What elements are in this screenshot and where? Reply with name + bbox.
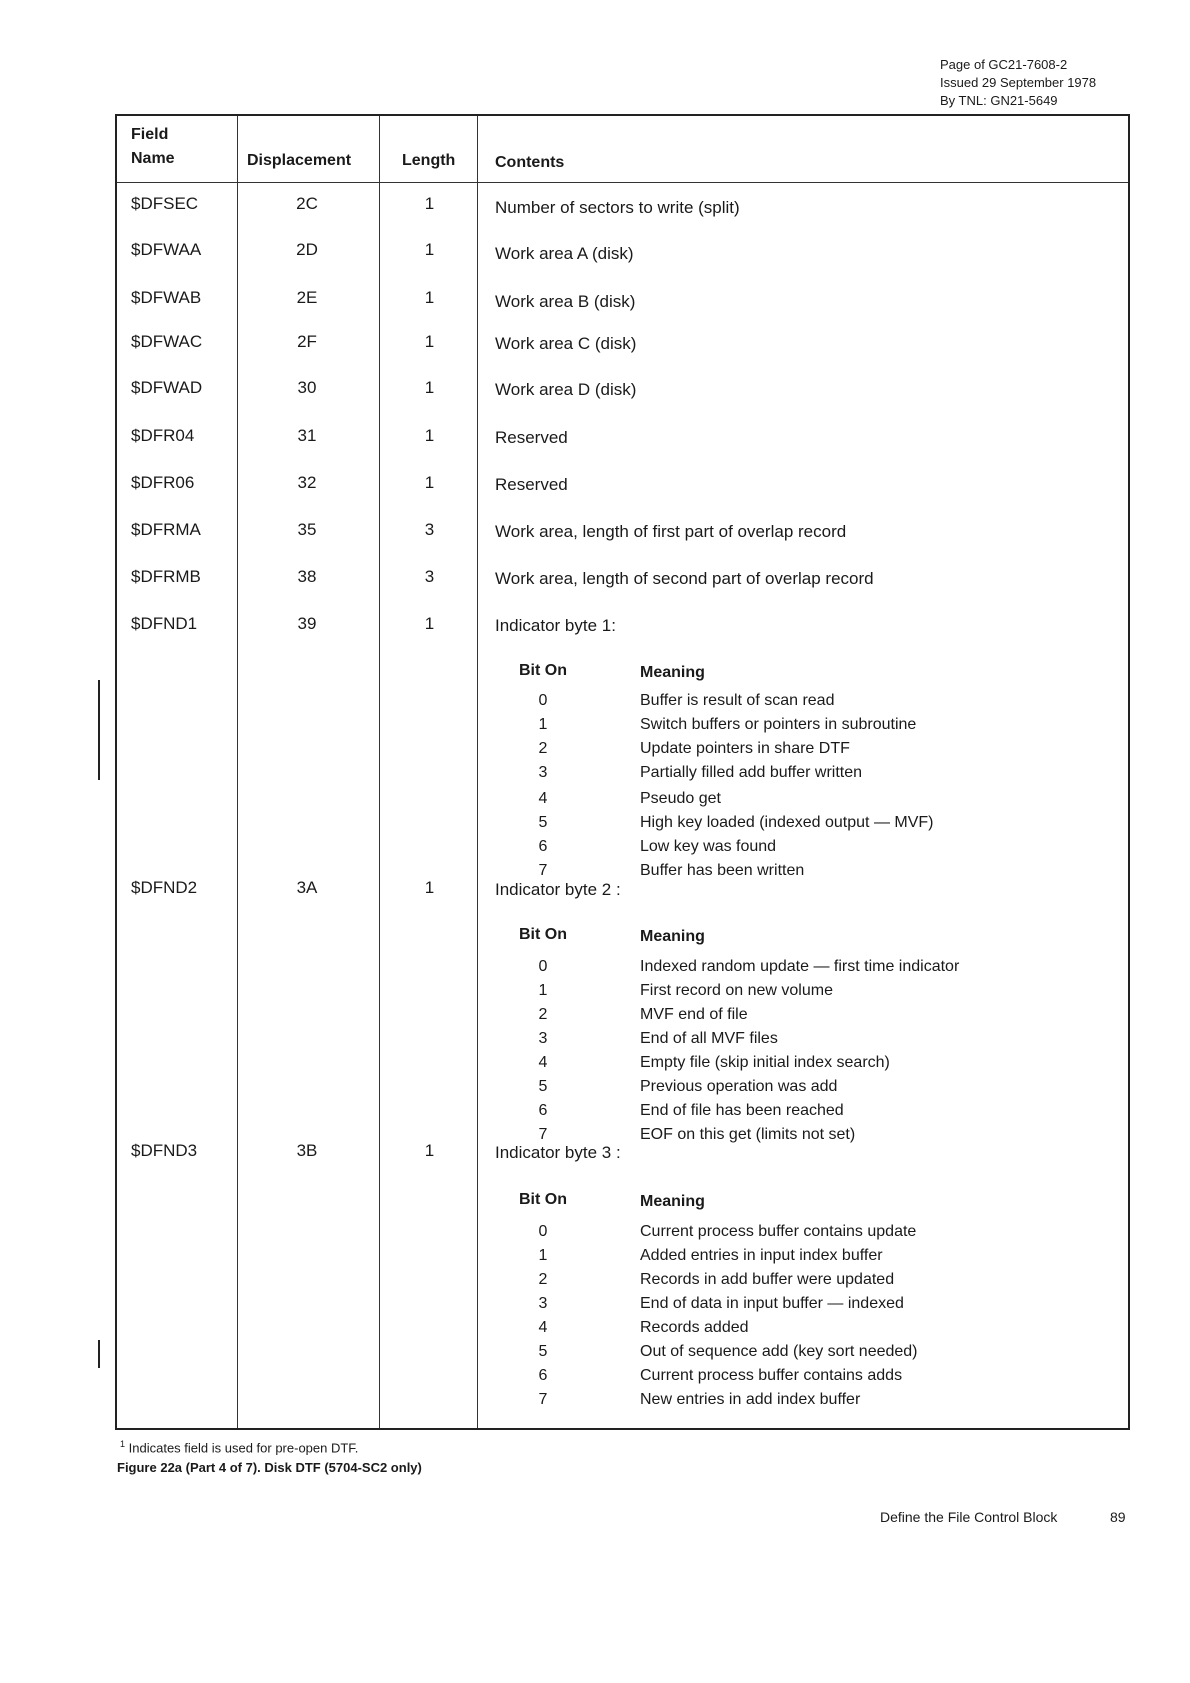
bit-number: 2: [538, 740, 548, 757]
contents: Work area D (disk): [495, 380, 637, 399]
bit-meaning: Current process buffer contains adds: [640, 1367, 903, 1384]
bit-number: 6: [538, 1102, 548, 1119]
displacement: 32: [297, 473, 317, 492]
bit-meaning: Switch buffers or pointers in subroutine: [640, 716, 917, 733]
column-header-contents: Contents: [495, 154, 565, 171]
bit-meaning: End of file has been reached: [640, 1102, 844, 1119]
field-name: $DFWAC: [131, 332, 203, 351]
table-row: [117, 878, 1128, 902]
page-header: [940, 56, 1096, 110]
bit-meaning: Current process buffer contains update: [640, 1223, 917, 1240]
field-name: $DFR04: [131, 426, 195, 445]
field-name: $DFWAA: [131, 240, 202, 259]
bit-number: 6: [538, 1367, 548, 1384]
bit-meaning: Added entries in input index buffer: [640, 1247, 883, 1264]
displacement: 2C: [296, 194, 318, 213]
bit-meaning: Partially filled add buffer written: [640, 764, 863, 781]
bit-number: 1: [538, 1247, 548, 1264]
bit-number: 5: [538, 1343, 548, 1360]
page-number: 89: [1110, 1509, 1126, 1525]
bit-number: 0: [538, 1223, 548, 1240]
length: 1: [424, 194, 435, 213]
column-divider: [379, 116, 380, 1428]
bit-number: 4: [538, 1319, 548, 1336]
bit-number: 7: [538, 1391, 548, 1408]
bit-number: 5: [538, 814, 548, 831]
displacement: 3A: [296, 878, 318, 897]
table-row: [117, 288, 1128, 312]
contents: Reserved: [495, 428, 568, 447]
bit-number: 0: [538, 692, 548, 709]
footnote-text: Indicates field is used for pre-open DTF.: [128, 1440, 359, 1456]
bit-number: 4: [538, 790, 548, 807]
length: 1: [424, 473, 435, 492]
bit-number: 6: [538, 838, 548, 855]
bit-number: 3: [538, 764, 548, 781]
change-bar: [98, 680, 100, 780]
column-header-displacement: Displacement: [247, 152, 352, 169]
displacement: 31: [297, 426, 317, 445]
displacement: 35: [297, 520, 317, 539]
length: 1: [424, 1141, 435, 1160]
bit-meaning: Indexed random update — first time indicator: [640, 958, 960, 975]
table-row: [117, 378, 1128, 402]
bit-number: 1: [538, 716, 548, 733]
field-name: $DFND2: [131, 878, 198, 897]
bit-meaning: Records added: [640, 1319, 749, 1336]
bit-number: 2: [538, 1006, 548, 1023]
table-row: [117, 520, 1128, 544]
bit-meaning: Pseudo get: [640, 790, 721, 807]
column-header-length: Length: [402, 152, 456, 169]
footer-title: Define the File Control Block: [880, 1509, 1058, 1525]
displacement: 39: [297, 614, 317, 633]
bit-meaning: Buffer is result of scan read: [640, 692, 835, 709]
bit-number: 7: [538, 862, 548, 879]
contents: Indicator byte 3 :: [495, 1143, 621, 1162]
footnote: [120, 1439, 358, 1455]
bit-meaning: MVF end of file: [640, 1006, 748, 1023]
contents: Work area B (disk): [495, 292, 636, 311]
bit-meaning: Out of sequence add (key sort needed): [640, 1343, 918, 1360]
meaning-header: Meaning: [640, 1193, 705, 1210]
column-divider: [477, 116, 478, 1428]
bit-number: 1: [538, 982, 548, 999]
bit-on-header: Bit On: [519, 926, 567, 943]
header-line-1: Page of GC21-7608-2: [940, 57, 1068, 72]
change-bar: [98, 1340, 100, 1368]
column-header-field: Field: [131, 126, 169, 143]
displacement: 2F: [297, 332, 317, 351]
table-row: [117, 614, 1128, 638]
header-divider: [117, 182, 1128, 183]
figure-caption: Figure 22a (Part 4 of 7). Disk DTF (5704-SC2 only): [117, 1460, 422, 1475]
bit-meaning: Low key was found: [640, 838, 777, 855]
bit-number: 0: [538, 958, 548, 975]
length: 1: [424, 288, 435, 307]
bit-meaning: Records in add buffer were updated: [640, 1271, 895, 1288]
field-name: $DFRMB: [131, 567, 201, 586]
field-table: [115, 114, 1130, 1430]
column-header-name: Name: [131, 150, 175, 167]
bit-meaning: Update pointers in share DTF: [640, 740, 850, 757]
length: 1: [424, 240, 435, 259]
table-row: [117, 473, 1128, 497]
meaning-header: Meaning: [640, 928, 705, 945]
bit-meaning: Previous operation was add: [640, 1078, 838, 1095]
length: 1: [424, 332, 435, 351]
displacement: 3B: [296, 1141, 318, 1160]
field-name: $DFSEC: [131, 194, 199, 213]
column-divider: [237, 116, 238, 1428]
field-name: $DFWAD: [131, 378, 203, 397]
header-line-2: Issued 29 September 1978: [940, 75, 1097, 90]
field-name: $DFND3: [131, 1141, 198, 1160]
displacement: 38: [297, 567, 317, 586]
displacement: 30: [297, 378, 317, 397]
bit-number: 5: [538, 1078, 548, 1095]
length: 1: [424, 378, 435, 397]
bit-meaning: EOF on this get (limits not set): [640, 1126, 856, 1143]
table-row: [117, 567, 1128, 591]
bit-on-header: Bit On: [519, 1191, 567, 1208]
field-name: $DFWAB: [131, 288, 202, 307]
bit-meaning: End of all MVF files: [640, 1030, 778, 1047]
displacement: 2E: [296, 288, 318, 307]
length: 1: [424, 614, 435, 633]
length: 1: [424, 878, 435, 897]
contents: Work area C (disk): [495, 334, 637, 353]
table-row: [117, 1141, 1128, 1165]
field-name: $DFND1: [131, 614, 198, 633]
bit-number: 7: [538, 1126, 548, 1143]
bit-number: 4: [538, 1054, 548, 1071]
bit-number: 2: [538, 1271, 548, 1288]
contents: Indicator byte 1:: [495, 616, 616, 635]
bit-number: 3: [538, 1030, 548, 1047]
header-line-3: By TNL: GN21-5649: [940, 93, 1058, 108]
bit-meaning: Empty file (skip initial index search): [640, 1054, 890, 1071]
length: 3: [424, 520, 435, 539]
bit-number: 3: [538, 1295, 548, 1312]
displacement: 2D: [296, 240, 318, 259]
bit-meaning: Buffer has been written: [640, 862, 805, 879]
length: 1: [424, 426, 435, 445]
table-row: [117, 426, 1128, 450]
contents: Work area, length of first part of overlap record: [495, 522, 847, 541]
meaning-header: Meaning: [640, 664, 705, 681]
contents: Work area A (disk): [495, 244, 634, 263]
length: 3: [424, 567, 435, 586]
bit-meaning: New entries in add index buffer: [640, 1391, 861, 1408]
field-name: $DFRMA: [131, 520, 201, 539]
contents: Number of sectors to write (split): [495, 198, 740, 217]
bit-meaning: First record on new volume: [640, 982, 833, 999]
table-row: [117, 332, 1128, 356]
bit-meaning: End of data in input buffer — indexed: [640, 1295, 904, 1312]
contents: Reserved: [495, 475, 568, 494]
bit-meaning: High key loaded (indexed output — MVF): [640, 814, 934, 831]
contents: Indicator byte 2 :: [495, 880, 621, 899]
table-row: [117, 240, 1128, 264]
contents: Work area, length of second part of overlap record: [495, 569, 874, 588]
footnote-marker: 1: [120, 1439, 126, 1449]
field-name: $DFR06: [131, 473, 195, 492]
bit-on-header: Bit On: [519, 662, 567, 679]
table-row: [117, 194, 1128, 218]
